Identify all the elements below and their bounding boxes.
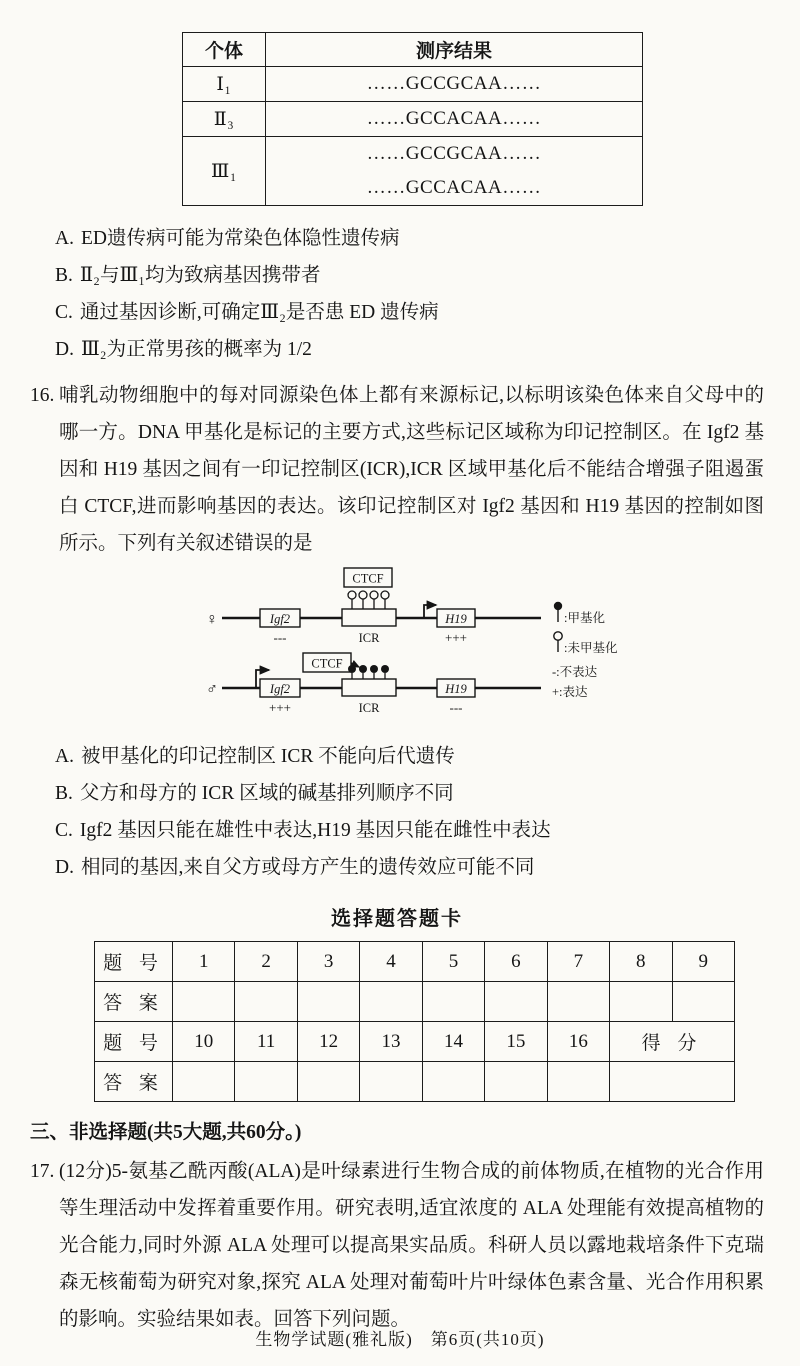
option-text: 父方和母方的 ICR 区域的碱基排列顺序不同 xyxy=(79,783,454,804)
female-h19-expression: +++ xyxy=(445,630,467,645)
question-17 xyxy=(30,1153,764,1338)
question-number-cell: 5 xyxy=(422,942,484,982)
table-row xyxy=(183,137,643,206)
answer-cell xyxy=(672,982,735,1022)
male-icr-label: ICR xyxy=(358,701,380,715)
q15-option-d xyxy=(55,331,764,368)
answer-label: 答 案 xyxy=(95,982,173,1022)
question-number-cell: 14 xyxy=(422,1022,484,1062)
answer-cell xyxy=(235,1062,297,1102)
option-text: Igf2 基因只能在雄性中表达,H19 基因只能在雌性中表达 xyxy=(79,820,551,841)
answer-cell xyxy=(422,982,484,1022)
female-icr-label: ICR xyxy=(358,631,380,645)
answer-cell xyxy=(610,982,672,1022)
female-h19-transcription-arrow xyxy=(424,605,436,618)
unmethylated-pins-icon xyxy=(348,591,389,609)
answer-cell xyxy=(547,982,609,1022)
female-igf2-label: Igf2 xyxy=(269,612,291,626)
male-h19-label: H19 xyxy=(445,682,467,696)
option-text: Ⅱ₂与Ⅲ₁均为致病基因携带者 xyxy=(79,265,321,286)
q15-option-a xyxy=(55,220,764,257)
option-label: C. xyxy=(55,302,73,323)
question-number-cell: 6 xyxy=(485,942,547,982)
answer-cell xyxy=(297,1062,359,1102)
option-label: B. xyxy=(55,783,73,804)
female-allele-row xyxy=(206,568,541,645)
answer-card-table xyxy=(94,941,735,1102)
question-number-cell: 10 xyxy=(173,1022,235,1062)
option-text: ED遗传病可能为常染色体隐性遗传病 xyxy=(80,228,400,249)
individual-id: Ⅲ₁ xyxy=(183,137,266,206)
imprinting-diagram xyxy=(206,566,764,724)
score-cell xyxy=(610,1062,735,1102)
sequencing-table xyxy=(182,32,643,206)
question-number-cell: 4 xyxy=(360,942,422,982)
female-icr-box xyxy=(342,609,396,626)
score-label: 得 分 xyxy=(610,1022,735,1062)
male-h19-expression: --- xyxy=(449,700,463,715)
answer-cell xyxy=(422,1062,484,1102)
q16-options xyxy=(55,738,764,886)
question-number-label: 题 号 xyxy=(95,1022,173,1062)
male-igf2-expression: +++ xyxy=(269,700,291,715)
table-row xyxy=(183,102,643,137)
question-number-cell: 9 xyxy=(672,942,735,982)
answer-cell xyxy=(360,1062,422,1102)
question-16 xyxy=(30,377,764,562)
sequence-line: ……GCCGCAA…… xyxy=(366,143,542,164)
question-number-cell: 2 xyxy=(235,942,297,982)
sequence-result: ……GCCGCAA…… xyxy=(266,67,643,102)
individual-id: Ⅰ₁ xyxy=(183,67,266,102)
legend-methylated-label: :甲基化 xyxy=(564,611,605,625)
table-row xyxy=(183,67,643,102)
card-question-row xyxy=(95,942,735,982)
q15-options xyxy=(55,220,764,368)
sequence-result: ……GCCACAA…… xyxy=(266,102,643,137)
question-number: 17. xyxy=(30,1161,55,1182)
legend-expressed-label: +:表达 xyxy=(552,685,588,699)
q16-option-d xyxy=(55,849,764,886)
question-number-cell: 16 xyxy=(547,1022,609,1062)
q15-option-c xyxy=(55,294,764,331)
option-label: D. xyxy=(55,857,74,878)
question-number-cell: 13 xyxy=(360,1022,422,1062)
question-stem: (12分)5-氨基乙酰丙酸(ALA)是叶绿素进行生物合成的前体物质,在植物的光合作用等生理活动中发挥着重要作用。研究表明,适宜浓度的 ALA 处理能有效提高植物的光合能力,同时外源 ALA 处理可以提高果实品质。科研人员以露地栽培条件下克瑞森无核葡萄为研究对象,探究 ALA 处理对葡萄叶片叶绿体色素含量、光合作用积累的影响。实验结果如表。回答下列问题。 xyxy=(59,1161,764,1330)
card-question-row xyxy=(95,1022,735,1062)
legend-not-expressed-label: -:不表达 xyxy=(552,665,598,679)
option-text: 被甲基化的印记控制区 ICR 不能向后代遗传 xyxy=(80,746,455,767)
answer-card-title: 选择题答题卡 xyxy=(331,908,463,930)
question-number-label: 题 号 xyxy=(95,942,173,982)
option-text: Ⅲ₂为正常男孩的概率为 1/2 xyxy=(80,339,312,360)
female-icon: ♀ xyxy=(206,611,218,628)
methylated-pin-icon xyxy=(554,602,562,622)
table-header-row xyxy=(183,33,643,67)
male-ctcf-label: CTCF xyxy=(311,656,343,671)
sequence-line: ……GCCACAA…… xyxy=(366,177,542,198)
male-allele-row xyxy=(206,653,541,715)
card-answer-row xyxy=(95,1062,735,1102)
answer-cell xyxy=(360,982,422,1022)
option-label: C. xyxy=(55,820,73,841)
col-header-result: 测序结果 xyxy=(266,33,643,67)
sequence-result xyxy=(266,137,643,206)
unmethylated-pin-icon xyxy=(554,632,562,652)
option-label: A. xyxy=(55,228,74,249)
male-icr-box xyxy=(342,679,396,696)
col-header-individual: 个体 xyxy=(183,33,266,67)
female-igf2-expression: --- xyxy=(273,630,287,645)
question-stem: 哺乳动物细胞中的每对同源染色体上都有来源标记,以标明该染色体来自父母中的哪一方。DNA 甲基化是标记的主要方式,这些标记区域称为印记控制区。在 Igf2 基因和 H19 基因之间有一印记控制区(ICR),ICR 区域甲基化后不能结合增强子阻遏蛋白 CTCF,进而影响基因的表达。该印记控制区对 Igf2 基因和 H19 基因的控制如图所示。下列有关叙述错误的是 xyxy=(59,385,764,554)
male-icon: ♂ xyxy=(206,681,218,698)
answer-cell xyxy=(547,1062,609,1102)
imprinting-diagram-svg xyxy=(206,566,686,724)
answer-cell xyxy=(173,982,235,1022)
question-number-cell: 1 xyxy=(173,942,235,982)
q15-option-b xyxy=(55,257,764,294)
question-number-cell: 12 xyxy=(297,1022,359,1062)
card-answer-row xyxy=(95,982,735,1022)
option-label: B. xyxy=(55,265,73,286)
option-text: 通过基因诊断,可确定Ⅲ₂是否患 ED 遗传病 xyxy=(79,302,439,323)
page-footer: 生物学试题(雅礼版) 第6页(共10页) xyxy=(255,1330,545,1349)
answer-cell xyxy=(485,982,547,1022)
question-number-cell: 15 xyxy=(485,1022,547,1062)
answer-label: 答 案 xyxy=(95,1062,173,1102)
legend-unmethylated-label: :未甲基化 xyxy=(564,641,618,655)
individual-id: Ⅱ₃ xyxy=(183,102,266,137)
answer-cell xyxy=(485,1062,547,1102)
methylated-pins-icon xyxy=(348,665,389,679)
section-3-header: 三、非选择题(共5大题,共60分。) xyxy=(30,1122,302,1143)
female-h19-label: H19 xyxy=(445,612,467,626)
diagram-legend xyxy=(552,602,618,699)
question-number-cell: 8 xyxy=(610,942,672,982)
q16-option-c xyxy=(55,812,764,849)
question-number-cell: 11 xyxy=(235,1022,297,1062)
q16-option-b xyxy=(55,775,764,812)
question-number: 16. xyxy=(30,385,55,406)
answer-cell xyxy=(297,982,359,1022)
option-label: A. xyxy=(55,746,74,767)
answer-cell xyxy=(173,1062,235,1102)
option-label: D. xyxy=(55,339,74,360)
question-number-cell: 3 xyxy=(297,942,359,982)
option-text: 相同的基因,来自父方或母方产生的遗传效应可能不同 xyxy=(80,857,535,878)
answer-cell xyxy=(235,982,297,1022)
question-number-cell: 7 xyxy=(547,942,609,982)
female-ctcf-label: CTCF xyxy=(352,571,384,586)
q16-option-a xyxy=(55,738,764,775)
male-igf2-label: Igf2 xyxy=(269,682,291,696)
